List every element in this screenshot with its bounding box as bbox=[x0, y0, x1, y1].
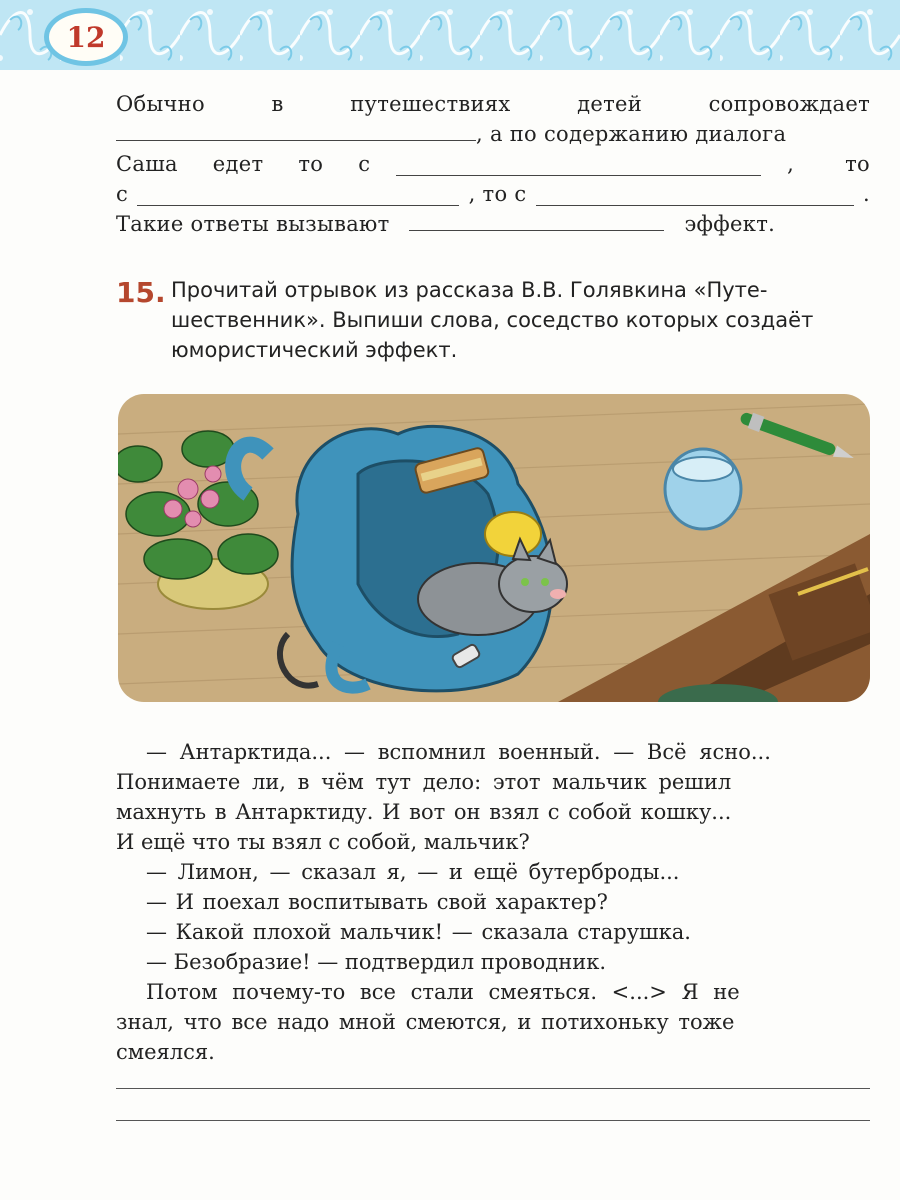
intro-line-1 bbox=[116, 92, 870, 116]
task-instruction-line: шественник». Выпиши слова, соседство которых создаёт bbox=[171, 308, 814, 332]
answer-blank[interactable] bbox=[137, 187, 459, 206]
answer-blank[interactable] bbox=[536, 187, 854, 206]
story-line: И ещё что ты взял с собой, мальчик? bbox=[116, 830, 530, 854]
intro-text: Саша едет то с bbox=[116, 152, 371, 176]
intro-line-4 bbox=[116, 182, 870, 206]
intro-text: . bbox=[862, 182, 870, 206]
intro-word: сопровождает bbox=[708, 92, 870, 116]
story-line: — Антарктида... — вспомнил военный. — Всё ясно... bbox=[146, 740, 771, 764]
story-line: — Лимон, — сказал я, — и ещё бутерброды... bbox=[146, 860, 680, 884]
story-line: знал, что все надо мной смеются, и потихоньку тоже bbox=[116, 1010, 735, 1034]
intro-word: детей bbox=[577, 92, 643, 116]
story-line: — Какой плохой мальчик! — сказала старушка. bbox=[146, 920, 691, 944]
intro-text: , то bbox=[787, 152, 870, 176]
task-instruction-line: юмористический эффект. bbox=[171, 338, 458, 362]
intro-text: эффект. bbox=[684, 212, 776, 236]
intro-text: Такие ответы вызывают bbox=[116, 212, 390, 236]
story-line: — И поехал воспитывать свой характер? bbox=[146, 890, 608, 914]
answer-line-2[interactable] bbox=[116, 1120, 870, 1121]
intro-line-3 bbox=[116, 152, 870, 176]
answer-blank[interactable] bbox=[409, 212, 664, 231]
answer-blank[interactable] bbox=[396, 157, 761, 176]
backpack-cat-illustration bbox=[118, 394, 870, 702]
answer-blank[interactable] bbox=[116, 122, 476, 141]
intro-line-5 bbox=[116, 212, 870, 236]
ornament-pattern bbox=[0, 0, 900, 70]
page-number: 12 bbox=[44, 8, 128, 66]
page-header bbox=[0, 0, 900, 70]
lemon bbox=[485, 512, 541, 556]
intro-word: в bbox=[271, 92, 284, 116]
story-line: Понимаете ли, в чём тут дело: этот мальчик решил bbox=[116, 770, 732, 794]
intro-text: с bbox=[116, 182, 129, 206]
story-line: Потом почему-то все стали смеяться. <...> Я не bbox=[146, 980, 740, 1004]
intro-word: Обычно bbox=[116, 92, 205, 116]
intro-text: , а по содержанию диалога bbox=[476, 122, 787, 146]
intro-line-2 bbox=[116, 122, 870, 146]
story-line: смеялся. bbox=[116, 1040, 215, 1064]
intro-text: , то с bbox=[468, 182, 527, 206]
story-line: махнуть в Антарктиду. И вот он взял с собой кошку... bbox=[116, 800, 732, 824]
task-number: 15. bbox=[116, 276, 166, 309]
illustration bbox=[118, 394, 870, 702]
intro-word: путешествиях bbox=[350, 92, 511, 116]
answer-line-1[interactable] bbox=[116, 1088, 870, 1089]
task-instruction-line: Прочитай отрывок из рассказа В.В. Голявкина «Путе- bbox=[171, 278, 768, 302]
story-line: — Безобразие! — подтвердил проводник. bbox=[146, 950, 607, 974]
